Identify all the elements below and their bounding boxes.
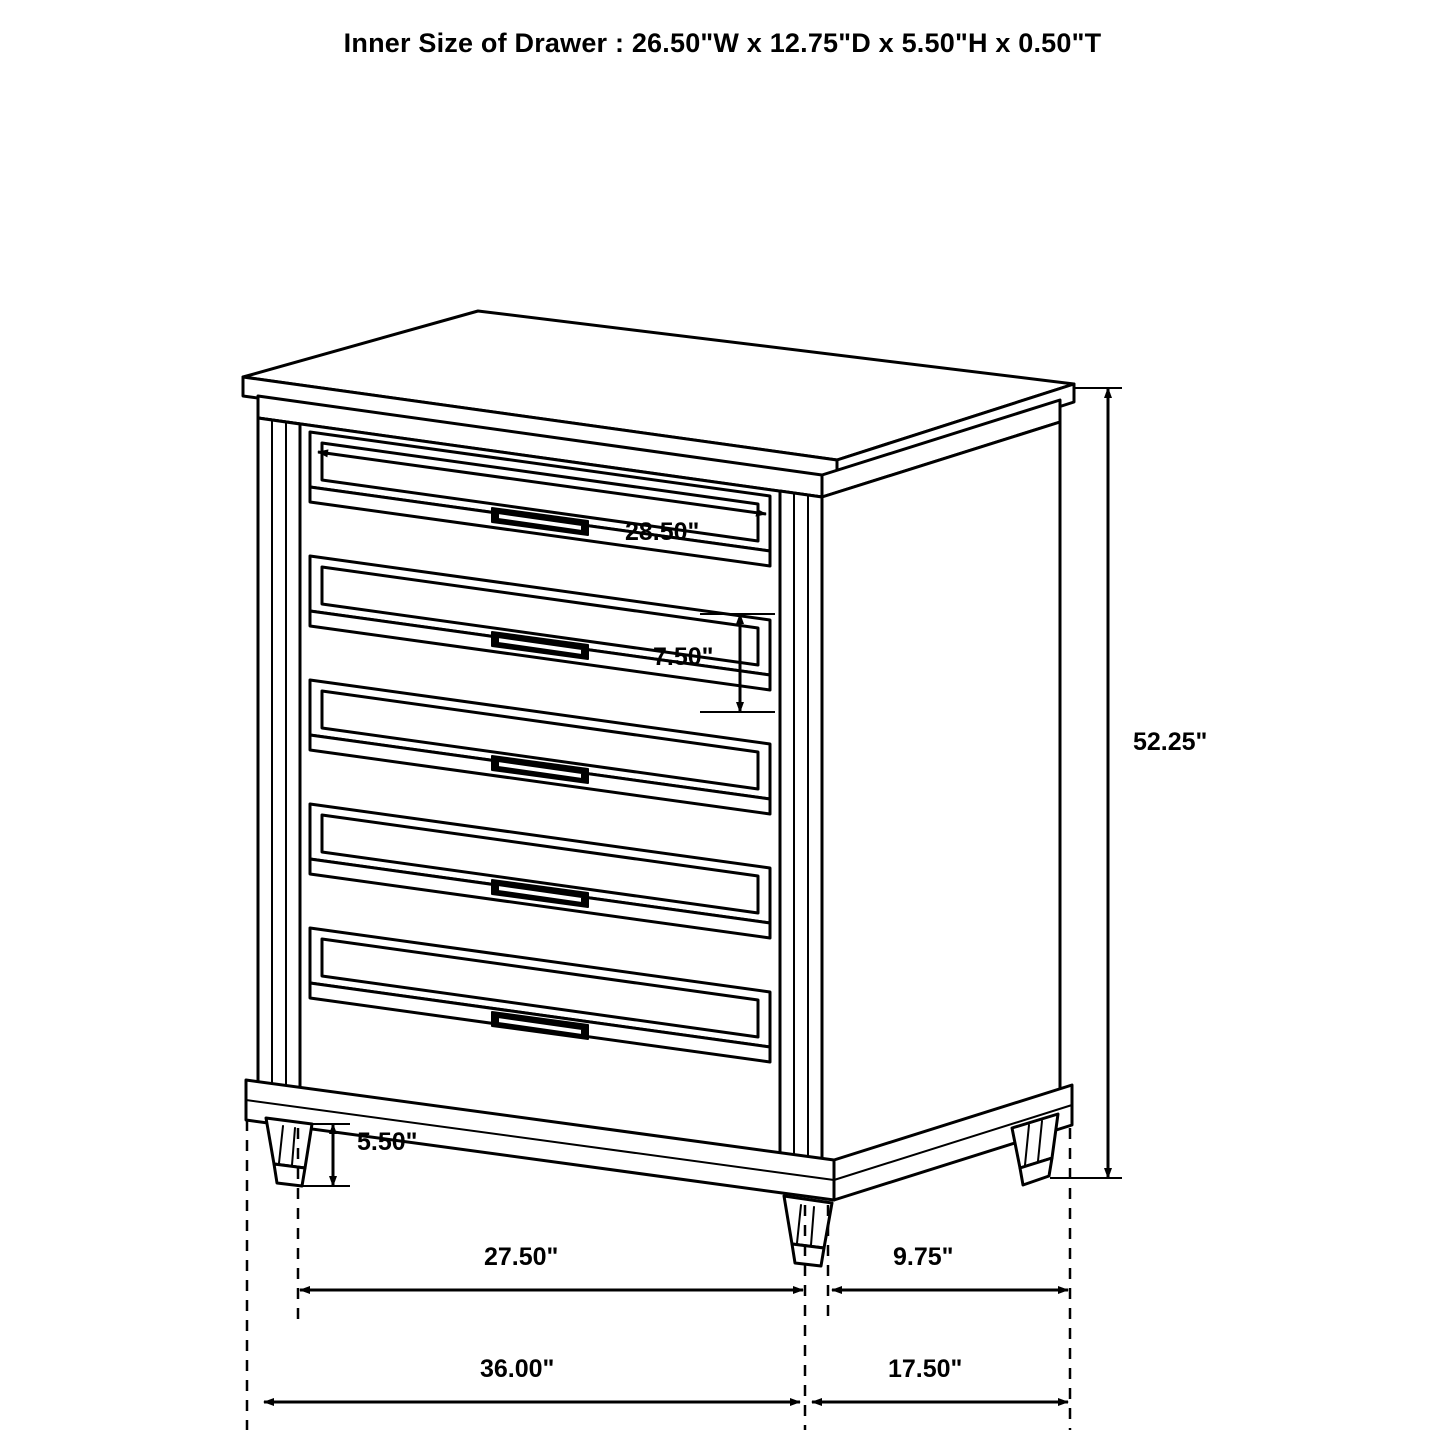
- label-overall-depth: 17.50": [888, 1355, 963, 1383]
- label-overall-width: 36.00": [480, 1355, 555, 1383]
- label-front-inner-width: 27.50": [484, 1243, 559, 1271]
- label-overall-height: 52.25": [1133, 728, 1208, 756]
- front-left-post: [258, 418, 300, 1096]
- chest-body: [243, 311, 1074, 1266]
- label-drawer-width: 28.50": [625, 518, 700, 546]
- label-leg-height: 5.50": [357, 1128, 418, 1156]
- page-title: Inner Size of Drawer : 26.50"W x 12.75"D x 5.50"H x 0.50"T: [343, 28, 1102, 58]
- label-drawer-front-height: 7.50": [653, 643, 714, 671]
- leg-back-right: [1012, 1114, 1058, 1185]
- label-side-inner-depth: 9.75": [893, 1243, 954, 1271]
- leg-front-right: [784, 1196, 832, 1266]
- front-right-post: [780, 491, 822, 1168]
- side-panel-right: [822, 422, 1060, 1168]
- leg-front-left: [266, 1118, 312, 1186]
